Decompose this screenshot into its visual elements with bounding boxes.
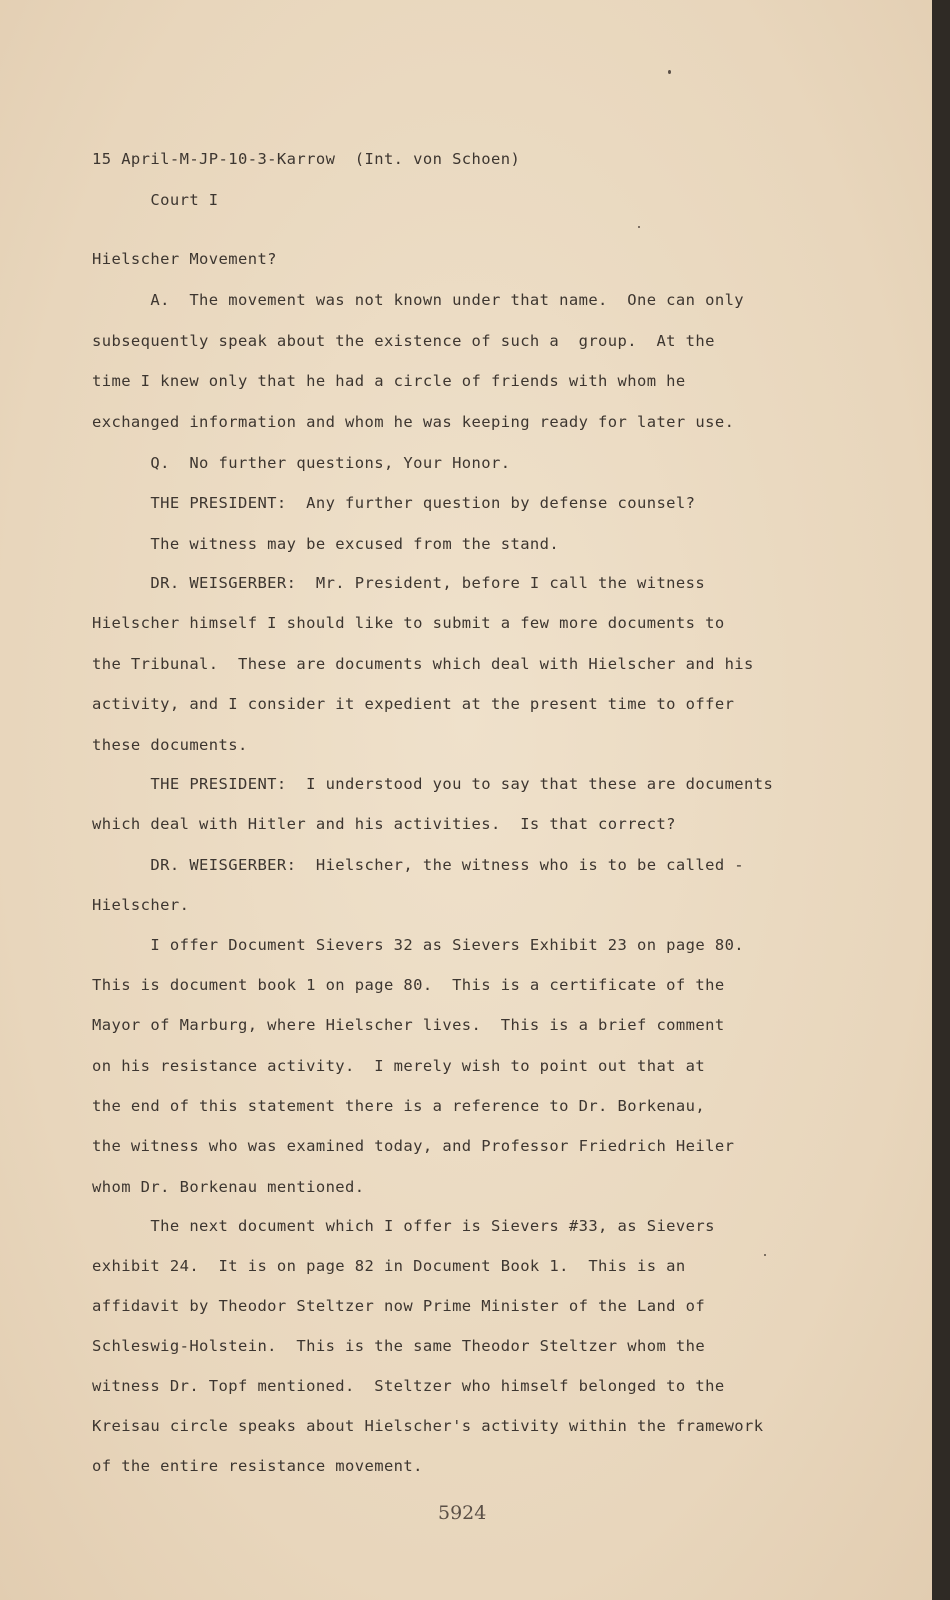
text-line: This is document book 1 on page 80. This is a certificate of the	[92, 976, 725, 994]
ink-speck	[764, 1254, 766, 1256]
text-line: Hielscher Movement?	[92, 250, 277, 268]
text-line: Q. No further questions, Your Honor.	[92, 454, 511, 472]
text-line: Kreisau circle speaks about Hielscher's activity within the framework	[92, 1417, 764, 1435]
text-line: witness Dr. Topf mentioned. Steltzer who himself belonged to the	[92, 1377, 725, 1395]
text-line: Hielscher himself I should like to submit a few more documents to	[92, 614, 725, 632]
text-line: of the entire resistance movement.	[92, 1457, 423, 1475]
header-line: 15 April-M-JP-10-3-Karrow (Int. von Schoen)	[92, 150, 521, 168]
text-line: subsequently speak about the existence of such a group. At the	[92, 332, 715, 350]
text-line: which deal with Hitler and his activities. Is that correct?	[92, 815, 676, 833]
text-line: The next document which I offer is Sievers #33, as Sievers	[92, 1217, 715, 1235]
text-line: whom Dr. Borkenau mentioned.	[92, 1178, 365, 1196]
text-line: the end of this statement there is a reference to Dr. Borkenau,	[92, 1097, 706, 1115]
ink-speck	[668, 70, 671, 74]
text-line: Schleswig-Holstein. This is the same Theodor Steltzer whom the	[92, 1337, 706, 1355]
text-line: Mayor of Marburg, where Hielscher lives. This is a brief comment	[92, 1016, 725, 1034]
ink-speck	[638, 226, 640, 228]
text-line: DR. WEISGERBER: Mr. President, before I call the witness	[92, 574, 706, 592]
text-line: THE PRESIDENT: I understood you to say that these are documents	[92, 775, 774, 793]
text-line: the Tribunal. These are documents which deal with Hielscher and his	[92, 655, 754, 673]
text-line: the witness who was examined today, and Professor Friedrich Heiler	[92, 1137, 735, 1155]
text-line: activity, and I consider it expedient at the present time to offer	[92, 695, 735, 713]
text-line: exchanged information and whom he was keeping ready for later use.	[92, 413, 735, 431]
court-line: Court I	[92, 191, 219, 209]
text-line: A. The movement was not known under that name. One can only	[92, 291, 745, 309]
text-line: THE PRESIDENT: Any further question by defense counsel?	[92, 494, 696, 512]
text-line: on his resistance activity. I merely wish to point out that at	[92, 1057, 706, 1075]
text-line: Hielscher.	[92, 896, 190, 914]
text-line: exhibit 24. It is on page 82 in Document Book 1. This is an	[92, 1257, 686, 1275]
text-line: The witness may be excused from the stand.	[92, 535, 560, 553]
text-line: DR. WEISGERBER: Hielscher, the witness who is to be called -	[92, 856, 745, 874]
text-line: affidavit by Theodor Steltzer now Prime Minister of the Land of	[92, 1297, 706, 1315]
text-line: time I knew only that he had a circle of friends with whom he	[92, 372, 686, 390]
scan-border	[932, 0, 950, 1600]
text-line: I offer Document Sievers 32 as Sievers Exhibit 23 on page 80.	[92, 936, 745, 954]
text-line: these documents.	[92, 736, 248, 754]
page-number: 5924	[438, 1502, 487, 1524]
